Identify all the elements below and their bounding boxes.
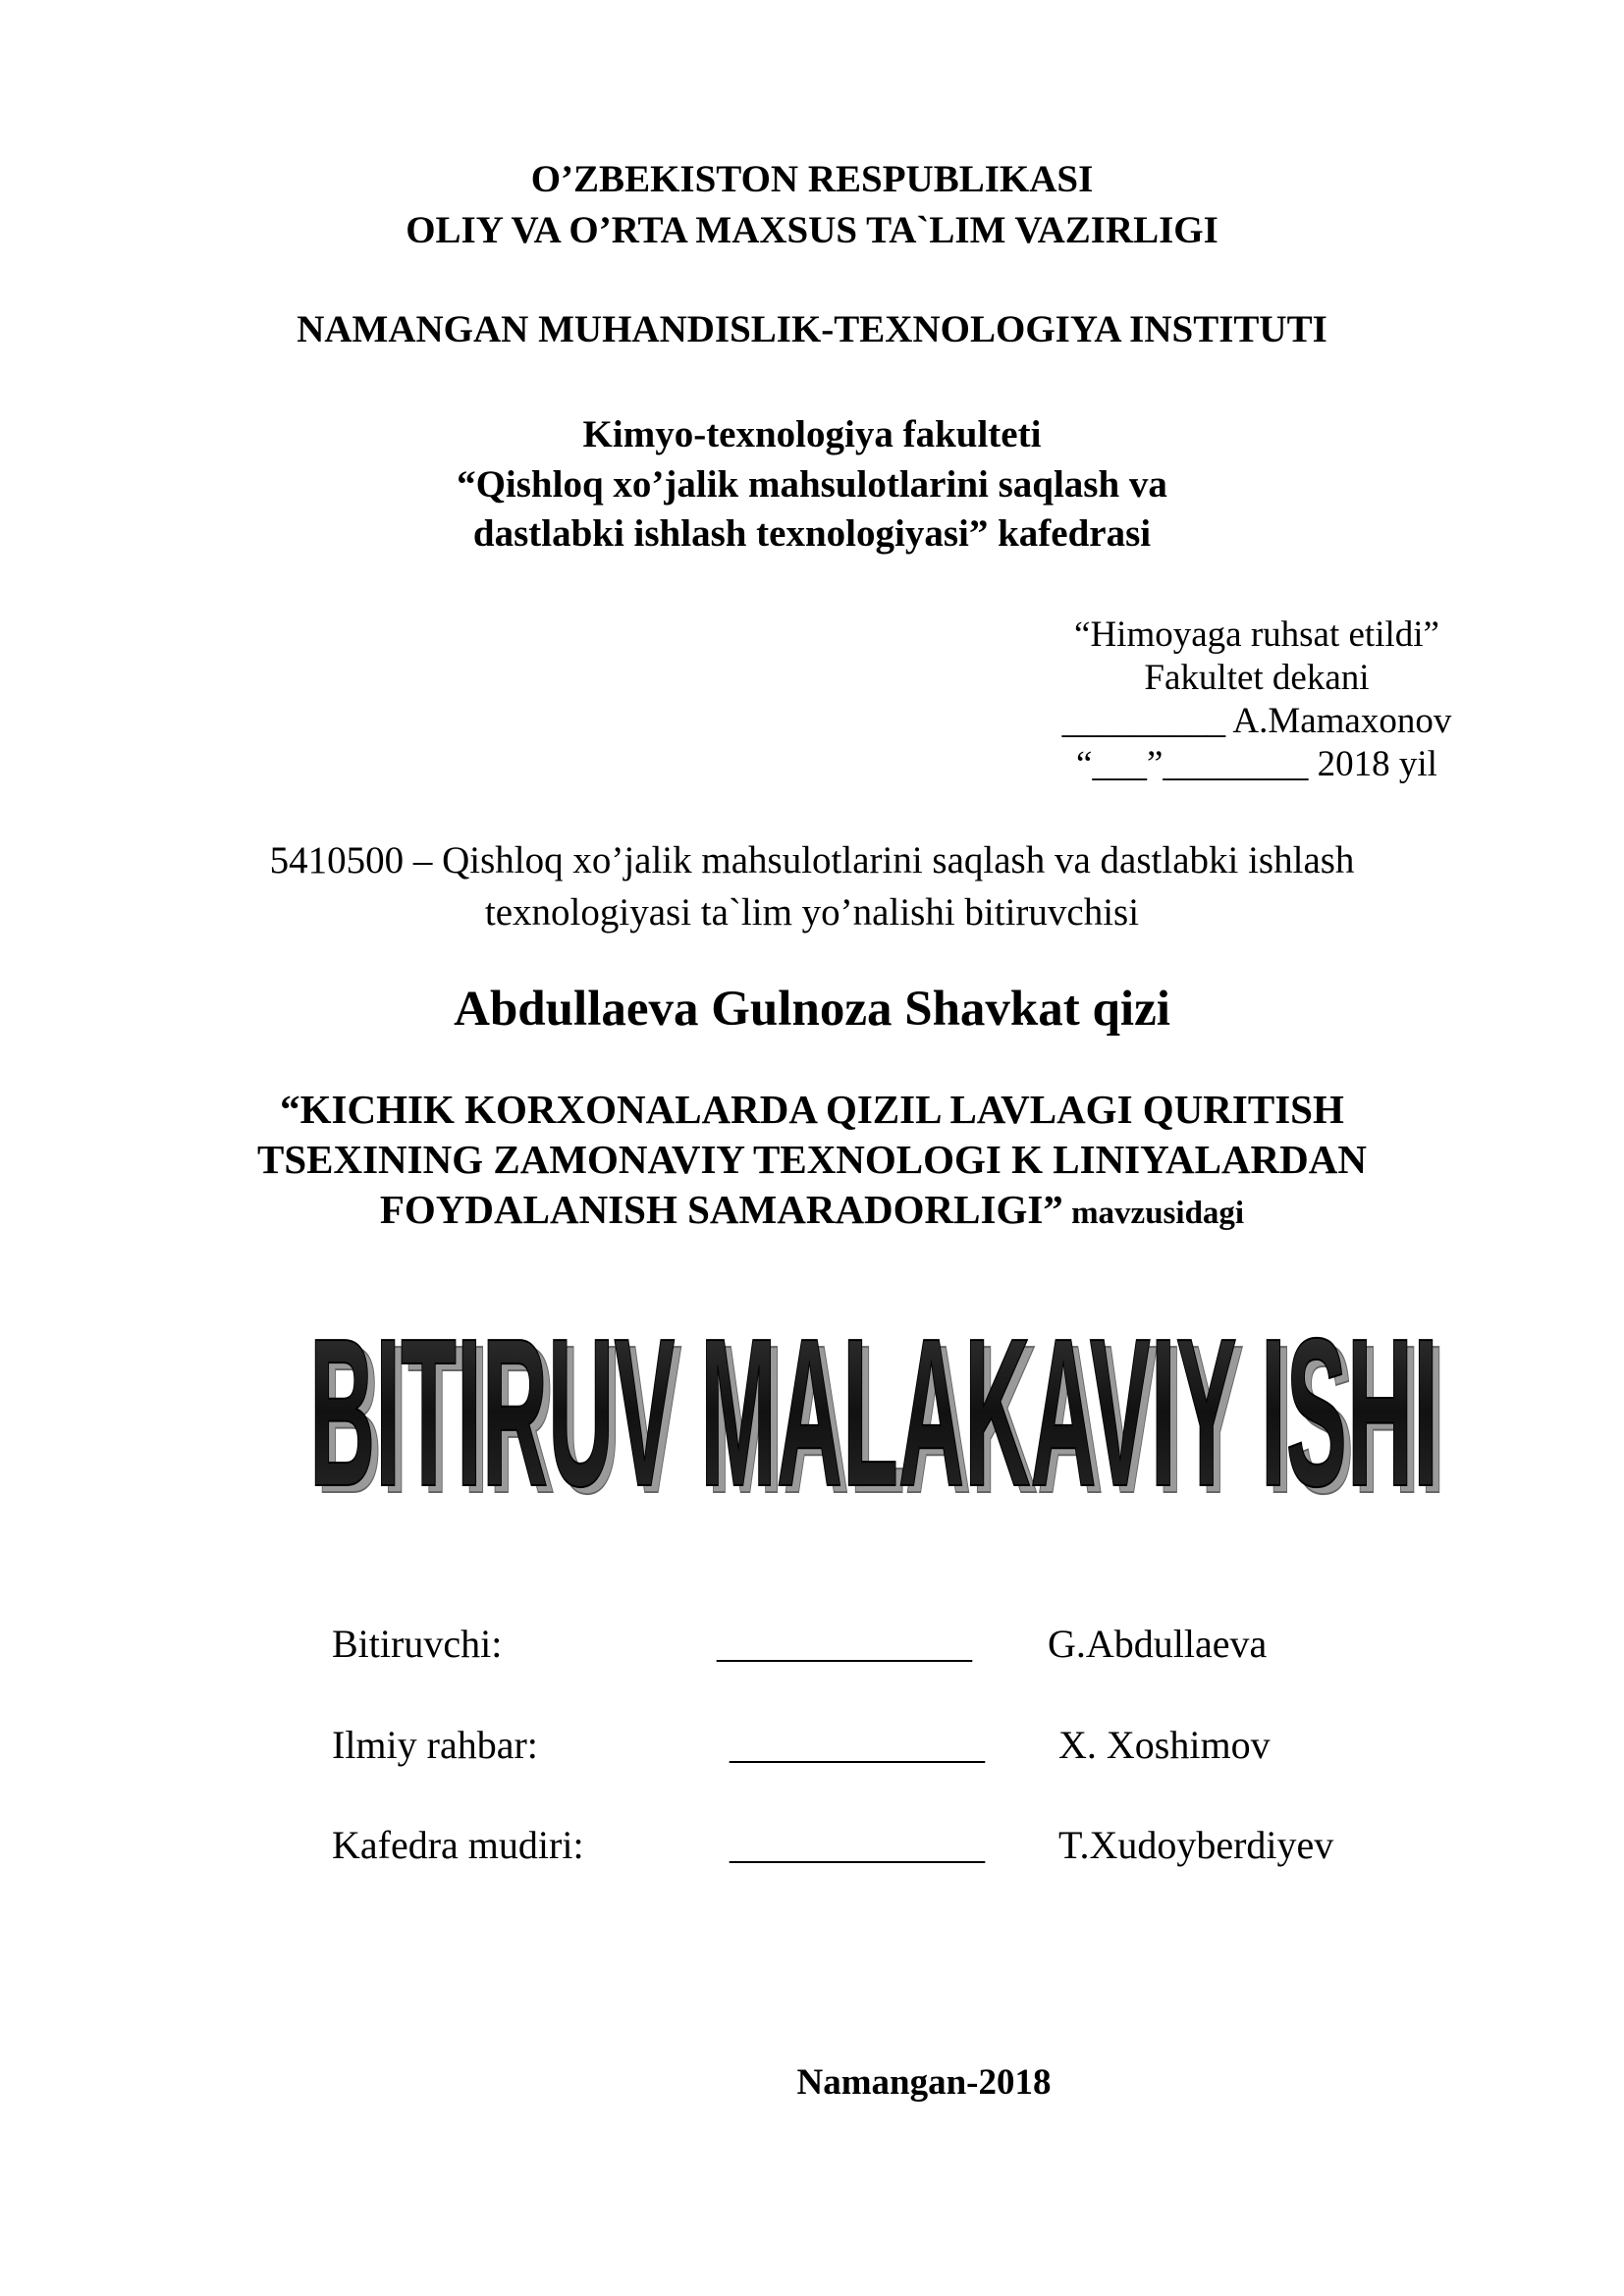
approval-title: “Himoyaga ruhsat etildi”: [1074, 614, 1439, 655]
banner-shadow: BITIRUV MALAKAVIY ISHI: [316, 1301, 1445, 1537]
signature-label-supervisor: Ilmiy rahbar:: [332, 1723, 538, 1767]
topic-line-1: “KICHIK KORXONALARDA QIZIL LAVLAGI QURITISH: [280, 1087, 1344, 1132]
department-line-1: “Qishloq xo’jalik mahsulotlarini saqlash va: [457, 463, 1167, 506]
specialty-line-2: texnologiyasi ta`lim yo’nalishi bitiruvchisi: [484, 891, 1140, 934]
signature-name-supervisor: X. Xoshimov: [1058, 1723, 1271, 1767]
signature-name-head: T.Xudoyberdiyev: [1058, 1823, 1334, 1867]
signature-line-graduate: _____________: [717, 1622, 972, 1666]
country-title: O’ZBEKISTON RESPUBLIKASI: [530, 158, 1094, 200]
approval-signature: _________ A.Mamaxonov: [1061, 701, 1452, 741]
place-year: Namangan-2018: [796, 2062, 1052, 2103]
signature-label-graduate: Bitiruvchi:: [332, 1622, 503, 1666]
signature-line-supervisor: _____________: [730, 1723, 985, 1767]
approval-role: Fakultet dekani: [1144, 658, 1370, 698]
ministry-title: OLIY VA O’RTA MAXSUS TA`LIM VAZIRLIGI: [406, 209, 1218, 251]
work-type-banner: [285, 1245, 1463, 1539]
topic-line-3-wrap: [0, 1187, 1624, 1232]
signature-name-graduate: G.Abdullaeva: [1048, 1622, 1268, 1666]
faculty-name: Kimyo-texnologiya fakulteti: [582, 413, 1042, 455]
approval-date: “___”________ 2018 yil: [1076, 744, 1437, 784]
institute-title: NAMANGAN MUHANDISLIK-TEXNOLOGIYA INSTITUTI: [297, 308, 1327, 350]
signature-label-head: Kafedra mudiri:: [332, 1823, 584, 1867]
topic-suffix: mavzusidagi: [1062, 1196, 1245, 1231]
topic-line-2: TSEXINING ZAMONAVIY TEXNOLOGI K LINIYALARDAN: [256, 1137, 1367, 1182]
specialty-line-1: 5410500 – Qishloq xo’jalik mahsulotlarini saqlash va dastlabki ishlash: [269, 839, 1355, 881]
topic-line-3: FOYDALANISH SAMARADORLIGI”: [379, 1187, 1063, 1232]
banner-text: BITIRUV MALAKAVIY ISHI: [309, 1294, 1438, 1530]
department-line-2: dastlabki ishlash texnologiyasi” kafedrasi: [472, 512, 1152, 555]
signature-line-head: _____________: [730, 1823, 985, 1867]
author-name: Abdullaeva Gulnoza Shavkat qizi: [454, 982, 1170, 1037]
